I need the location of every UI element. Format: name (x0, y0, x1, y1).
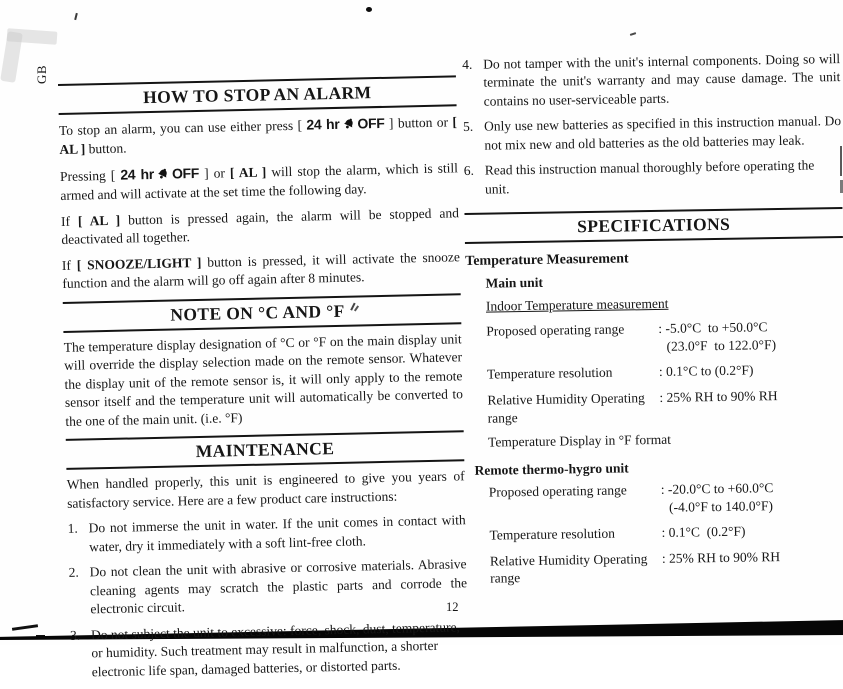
spec-label: Proposed operating range (488, 482, 627, 500)
24hr-off-button-label: 24 hr (306, 115, 340, 133)
maintenance-section-title: MAINTENANCE (195, 438, 335, 462)
indoor-temperature-subheading: Indoor Temperature measurement (485, 296, 669, 315)
text-segment: If (61, 257, 77, 273)
24hr-off-button-label: 24 hr (120, 165, 155, 183)
spec-value (661, 478, 843, 516)
maintenance-item-5 (463, 113, 842, 156)
note-paragraph: The temperature display designation of °C or °F on the main display unit will override the display selection made on the remote sensor. Whatever the display unit of the remote sensor is, it will only apply to the remote sensor itself and the temperature unit will automatically be converted to the one of the main unit. (i.e. °F) (63, 331, 464, 429)
page-number: 12 (446, 600, 459, 614)
spec-label: Relative Humidity Operating range (489, 550, 648, 586)
item-number: 3. (69, 627, 81, 643)
remote-unit-block (489, 478, 843, 587)
snooze-light-button-label: [ SNOOZE/LIGHT ] (76, 254, 202, 273)
spec-value-line: : -5.0°C to +50.0°C (658, 319, 768, 337)
maintenance-intro: When handled properly, this unit is engineered to give you years of satisfactory service. Here are a few product care instructions: (66, 468, 465, 511)
note-section-heading (63, 293, 462, 333)
main-unit-block (485, 270, 843, 450)
maintenance-item-6 (464, 156, 843, 199)
item-text: Only use new batteries as specified in this instruction manual. Do not mix new and old batteries as the old batteries may leak. (483, 113, 842, 153)
24hr-off-button-label: OFF (171, 164, 200, 182)
spec-label: Relative Humidity Operating range (487, 390, 645, 426)
spec-label: Temperature resolution (486, 365, 613, 383)
spec-row-resolution (487, 361, 843, 384)
specifications-title: SPECIFICATIONS (576, 214, 731, 237)
spec-value (662, 547, 843, 585)
alarm-bell-icon (157, 167, 170, 186)
temperature-display-note: Temperature Display in °F format (487, 431, 672, 450)
alarm-bell-icon (342, 117, 355, 136)
alarm-section-title: HOW TO STOP AN ALARM (142, 82, 372, 108)
maintenance-item-4 (462, 50, 841, 111)
maintenance-item-1 (68, 511, 467, 557)
maintenance-section-heading (66, 431, 465, 471)
maintenance-item-3 (70, 618, 469, 682)
alarm-paragraph-2 (60, 158, 459, 206)
spec-row-humidity (490, 547, 843, 588)
spec-value (659, 361, 843, 381)
spec-value-line: (-4.0°F to 140.0°F) (668, 497, 774, 515)
spec-row-resolution (489, 521, 843, 544)
text-segment: To stop an alarm, you can use either press [ (58, 117, 307, 138)
specifications-heading (464, 207, 842, 244)
spec-value-line: : 0.1°C to (0.2°F) (658, 362, 754, 380)
al-button-label: [ AL ] (229, 164, 267, 181)
spec-label: Proposed operating range (486, 321, 625, 340)
temperature-measurement-heading: Temperature Measurement (465, 251, 629, 270)
item-number: 2. (68, 564, 79, 581)
text-segment: button. (85, 141, 127, 157)
item-text: Do not tamper with the unit's internal components. Doing so will terminate the unit's warranty and may cause damage. The unit contains no user-serviceable parts. (483, 51, 841, 109)
item-number: 5. (462, 119, 474, 135)
text-segment: will stop the alarm, which is still armed and will activate at the set time the following day. (60, 160, 459, 204)
item-number: 1. (67, 520, 78, 537)
item-text: Do not immerse the unit in water. If the unit comes in contact with water, dry it immediately with a soft lint-free cloth. (88, 512, 466, 555)
maintenance-item-2 (68, 555, 467, 619)
al-button-label: [ AL ] (77, 212, 121, 229)
scan-mark (12, 624, 38, 631)
spec-row-humidity (487, 386, 843, 427)
left-column (58, 75, 469, 689)
spec-value (658, 317, 843, 355)
item-text: Do not subject the unit to excessive: force, shock, dust, temperature, or humidity. Such treatment may result in malfunction, a shorter electronic life span, damaged batteries, or distorted parts. (90, 619, 461, 680)
item-text: Do not clean the unit with abrasive or corrosive materials. Abrasive cleaning agents may scratch the plastic parts and corrode the electronic circuit. (89, 556, 468, 617)
item-text: Read this instruction manual thoroughly before operating the unit. (484, 157, 815, 197)
text-segment: If (60, 213, 79, 229)
right-column (462, 50, 843, 596)
text-segment: ] button or (384, 114, 453, 131)
alarm-paragraph-1 (59, 112, 458, 160)
main-unit-heading: Main unit (485, 275, 544, 292)
spec-row-operating-range (489, 478, 843, 519)
spec-value-line: : 25% RH to 90% RH (661, 548, 781, 566)
pen-mark (350, 302, 355, 310)
spec-value-line: : -20.0°C to +60.0°C (660, 480, 774, 498)
alarm-paragraph-3 (61, 204, 460, 250)
spec-value-line: : 0.1°C (0.2°F) (661, 523, 746, 541)
text-segment: button is pressed, it will activate the snooze function and the alarm will go off again after 8 minutes. (62, 249, 461, 292)
spec-value (661, 521, 843, 541)
alarm-section-heading (58, 75, 457, 115)
item-number: 4. (462, 56, 473, 72)
scan-dot (366, 7, 372, 12)
24hr-off-button-label: OFF (357, 114, 385, 132)
scan-mark (630, 32, 636, 36)
spec-value (659, 386, 843, 424)
note-title-text: NOTE ON °C AND °F (170, 300, 345, 325)
remote-unit-heading: Remote thermo-hygro unit (474, 460, 629, 478)
text-segment: ] or (198, 165, 231, 181)
spec-label: Temperature resolution (489, 525, 616, 543)
text-segment: Pressing [ (59, 167, 121, 184)
spec-value-line: (23.0°F to 122.0°F) (666, 337, 777, 354)
item-number: 6. (463, 163, 475, 179)
spec-row-operating-range (486, 317, 843, 358)
al-button-label: [ AL ] (59, 114, 458, 158)
spec-value-line: : 25% RH to 90% RH (659, 388, 778, 405)
alarm-paragraph-4 (62, 248, 461, 294)
text-segment: button is pressed again, the alarm will be stopped and deactivated all together. (61, 205, 460, 248)
language-tab: GB (34, 64, 49, 84)
scan-mark (74, 13, 78, 20)
